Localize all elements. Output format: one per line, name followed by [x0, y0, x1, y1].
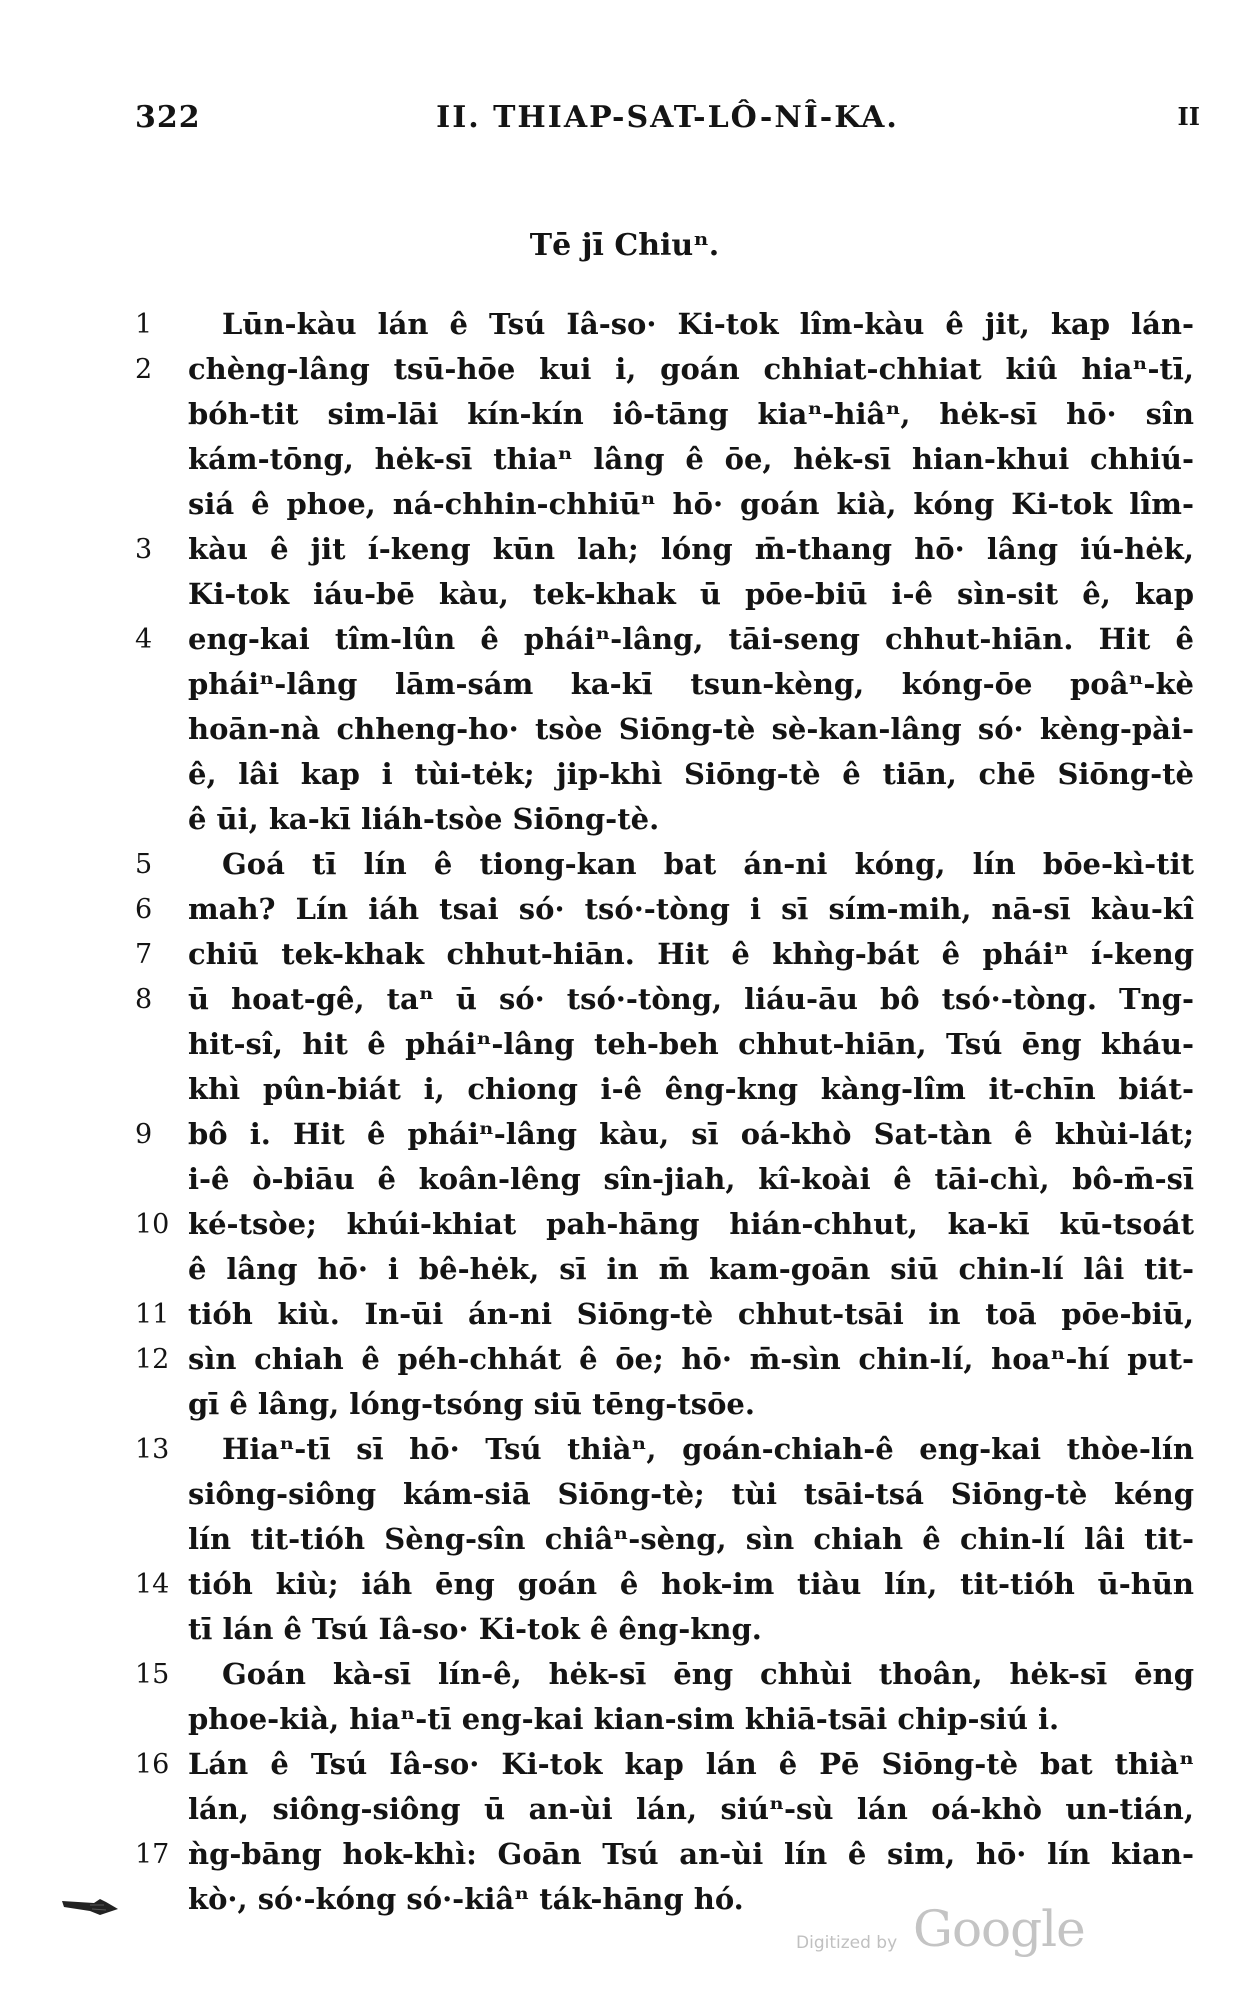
verse-text-body — [0, 302, 1249, 1922]
line-text: kàu ê jit í-keng kūn lah; lóng m̄-thang hō· lâng iú-hėk, — [188, 532, 1194, 566]
verse-number: 1 — [135, 309, 153, 340]
running-title: II. THIAP-SAT-LÔ-NÎ-KA. — [436, 100, 899, 135]
line-text: ê ūi, ka-kī liáh-tsòe Siōng-tè. — [188, 802, 660, 836]
google-wordmark: Google — [913, 1900, 1085, 1958]
line-text: siá ê phoe, ná-chhin-chhiūⁿ hō· goán kià, kóng Ki-tok lîm- — [188, 487, 1194, 521]
text-line — [0, 1652, 1249, 1697]
text-line — [0, 1112, 1249, 1157]
pointing-hand-icon — [60, 1893, 120, 1921]
text-line — [0, 347, 1249, 392]
verse-number: 11 — [135, 1299, 170, 1330]
text-line — [0, 1517, 1249, 1562]
line-text: i-ê ò-biāu ê koân-lêng sîn-jiah, kî-koài ê tāi-chì, bô-m̄-sī — [188, 1162, 1194, 1196]
text-line — [0, 842, 1249, 887]
running-header — [135, 100, 1200, 140]
page-number: 322 — [135, 100, 201, 135]
text-line — [0, 1067, 1249, 1112]
chapter-mark: II — [1177, 102, 1200, 131]
text-line — [0, 1427, 1249, 1472]
text-line — [0, 1742, 1249, 1787]
text-line — [0, 1607, 1249, 1652]
line-text: ké-tsòe; khúi-khiat pah-hāng hián-chhut, ka-kī kū-tsoát — [188, 1207, 1194, 1241]
section-title: Tē jī Chiuⁿ. — [529, 228, 720, 263]
line-text: lín tit-tióh Sèng-sîn chiâⁿ-sèng, sìn chiah ê chin-lí lâi tit- — [188, 1522, 1194, 1556]
text-line — [0, 527, 1249, 572]
text-line — [0, 887, 1249, 932]
line-text: kò·, só·-kóng só·-kiâⁿ ták-hāng hó. — [188, 1882, 744, 1916]
text-line — [0, 302, 1249, 347]
text-line — [0, 662, 1249, 707]
line-text: bô i. Hit ê pháiⁿ-lâng kàu, sī oá-khò Sat-tàn ê khùi-lát; — [188, 1117, 1194, 1151]
line-text: Goá tī lín ê tiong-kan bat án-ni kóng, lín bōe-kì-tit — [222, 847, 1194, 881]
line-text: Ki-tok iáu-bē kàu, tek-khak ū pōe-biū i-ê sìn-sit ê, kap — [188, 577, 1194, 611]
text-line — [0, 752, 1249, 797]
text-line — [0, 932, 1249, 977]
text-line — [0, 1832, 1249, 1877]
text-line — [0, 1202, 1249, 1247]
line-text: mah? Lín iáh tsai só· tsó·-tòng i sī sím-mih, nā-sī kàu-kî — [188, 892, 1194, 926]
line-text: Goán kà-sī lín-ê, hėk-sī ēng chhùi thoân, hėk-sī ēng — [222, 1657, 1194, 1691]
text-line — [0, 437, 1249, 482]
text-line — [0, 797, 1249, 842]
line-text: khì pûn-biát i, chiong i-ê êng-kng kàng-lîm it-chīn biát- — [188, 1072, 1194, 1106]
line-text: tī lán ê Tsú Iâ-so· Ki-tok ê êng-kng. — [188, 1612, 762, 1646]
line-text: bóh-tit sim-lāi kín-kín iô-tāng kiaⁿ-hiâⁿ, hėk-sī hō· sîn — [188, 397, 1194, 431]
verse-number: 15 — [135, 1659, 170, 1690]
text-line — [0, 977, 1249, 1022]
line-text: tióh kiù. In-ūi án-ni Siōng-tè chhut-tsāi in toā pōe-biū, — [188, 1297, 1194, 1331]
line-text: kám-tōng, hėk-sī thiaⁿ lâng ê ōe, hėk-sī hian-khui chhiú- — [188, 442, 1194, 476]
text-line — [0, 1562, 1249, 1607]
line-text: ê, lâi kap i tùi-tėk; jip-khì Siōng-tè ê tiān, chē Siōng-tè — [188, 757, 1194, 791]
verse-number: 17 — [135, 1839, 170, 1870]
verse-number: 2 — [135, 354, 153, 385]
verse-number: 9 — [135, 1119, 153, 1150]
line-text: phoe-kià, hiaⁿ-tī eng-kai kian-sim khiā-tsāi chip-siú i. — [188, 1702, 1060, 1736]
text-line — [0, 617, 1249, 662]
line-text: sìn chiah ê péh-chhát ê ōe; hō· m̄-sìn chin-lí, hoaⁿ-hí put- — [188, 1342, 1194, 1376]
verse-number: 13 — [135, 1434, 170, 1465]
line-text: hit-sî, hit ê pháiⁿ-lâng teh-beh chhut-hiān, Tsú ēng kháu- — [188, 1027, 1194, 1061]
verse-number: 5 — [135, 849, 153, 880]
line-text: ū hoat-gê, taⁿ ū só· tsó·-tòng, liáu-āu bô tsó·-tòng. Tng- — [188, 982, 1194, 1016]
digitized-by-label: Digitized by — [796, 1933, 898, 1953]
line-text: pháiⁿ-lâng lām-sám ka-kī tsun-kèng, kóng-ōe poâⁿ-kè — [188, 667, 1194, 701]
verse-number: 14 — [135, 1569, 170, 1600]
line-text: ǹg-bāng hok-khì: Goān Tsú an-ùi lín ê sim, hō· lín kian- — [188, 1837, 1194, 1871]
verse-number: 7 — [135, 939, 153, 970]
text-line — [0, 1157, 1249, 1202]
line-text: Hiaⁿ-tī sī hō· Tsú thiàⁿ, goán-chiah-ê eng-kai thòe-lín — [222, 1432, 1194, 1466]
line-text: siông-siông kám-siā Siōng-tè; tùi tsāi-tsá Siōng-tè kéng — [188, 1477, 1194, 1511]
verse-number: 10 — [135, 1209, 170, 1240]
text-line — [0, 1382, 1249, 1427]
verse-number: 3 — [135, 534, 153, 565]
verse-number: 4 — [135, 624, 153, 655]
text-line — [0, 572, 1249, 617]
text-line — [0, 707, 1249, 752]
text-line — [0, 482, 1249, 527]
text-line — [0, 392, 1249, 437]
line-text: lán, siông-siông ū an-ùi lán, siúⁿ-sù lán oá-khò un-tián, — [188, 1792, 1194, 1826]
verse-number: 8 — [135, 984, 153, 1015]
line-text: tióh kiù; iáh ēng goán ê hok-im tiàu lín, tit-tióh ū-hūn — [188, 1567, 1194, 1601]
line-text: Lán ê Tsú Iâ-so· Ki-tok kap lán ê Pē Siōng-tè bat thiàⁿ — [188, 1747, 1194, 1781]
line-text: chiū tek-khak chhut-hiān. Hit ê khǹg-bát ê pháiⁿ í-keng — [188, 937, 1194, 971]
verse-number: 16 — [135, 1749, 170, 1780]
text-line — [0, 1697, 1249, 1742]
text-line — [0, 1337, 1249, 1382]
text-line — [0, 1787, 1249, 1832]
verse-number: 12 — [135, 1344, 170, 1375]
text-line — [0, 1292, 1249, 1337]
line-text: ê lâng hō· i bê-hėk, sī in m̄ kam-goān siū chin-lí lâi tit- — [188, 1252, 1194, 1286]
line-text: gī ê lâng, lóng-tsóng siū tēng-tsōe. — [188, 1387, 755, 1421]
line-text: Lūn-kàu lán ê Tsú Iâ-so· Ki-tok lîm-kàu ê jit, kap lán- — [222, 307, 1194, 341]
line-text: eng-kai tîm-lûn ê pháiⁿ-lâng, tāi-seng chhut-hiān. Hit ê — [188, 622, 1194, 656]
line-text: hoān-nà chheng-ho· tsòe Siōng-tè sè-kan-lâng só· kèng-pài- — [188, 712, 1194, 746]
text-line — [0, 1247, 1249, 1292]
text-line — [0, 1022, 1249, 1067]
text-line — [0, 1472, 1249, 1517]
verse-number: 6 — [135, 894, 153, 925]
line-text: chèng-lâng tsū-hōe kui i, goán chhiat-chhiat kiû hiaⁿ-tī, — [188, 352, 1194, 386]
